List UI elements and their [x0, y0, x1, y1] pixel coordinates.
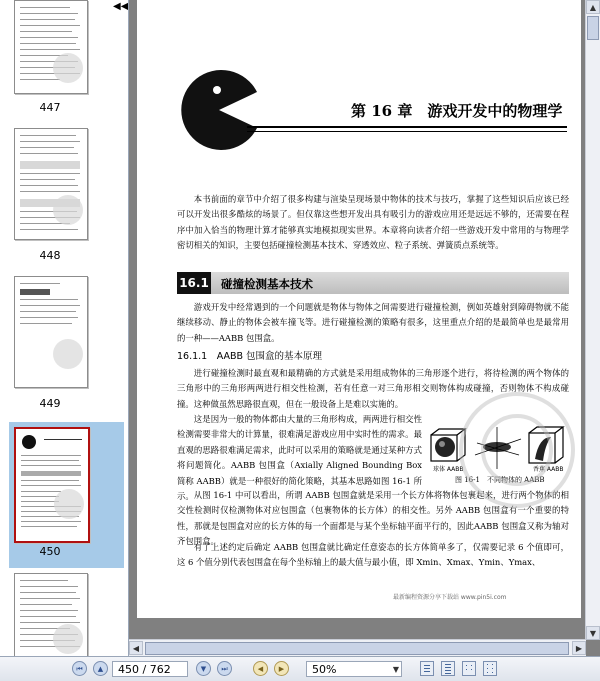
thumbnail-sidebar[interactable] — [0, 0, 129, 656]
scroll-up-icon[interactable]: ▲ — [586, 0, 600, 14]
document-page — [137, 0, 581, 618]
current-page: 450 — [118, 663, 139, 676]
chapter-title: 第 16 章 游戏开发中的物理学 — [351, 102, 563, 120]
body-paragraph: 这是因为一般的物体都由大量的三角形构成，两两进行相交性检测需要非常大的计算量，很难满足游戏应用中实时性的需求。最直观的思路很难满足需求，此时可以采用的策略就是通过某种方式将问题简化。AABB 包围盒（Axially Aligned Bounding Box 简称 AABB）就是一种很好的简化策略，其基本思路如图 16-1 所示。 — [177, 414, 422, 502]
vertical-scrollbar[interactable] — [585, 0, 600, 640]
page-number-field[interactable] — [112, 661, 188, 677]
watermark-stamp — [481, 414, 553, 486]
intro-paragraph: 本书前面的章节中介绍了很多构建与渲染呈现场景中物体的技术与技巧，掌握了这些知识后应该已经可以开发出很多酷炫的场景了。但仅靠这些想开发出具有吸引力的游戏应用还是远远不够的，还需要在程序中加入恰当的物理计算才能够真实地模拟现实世界。本章将向读者介绍一些游戏开发中常用的与物理学密切相关的知识，主要包括碰撞检测基本技术、穿透效应、粒子系统、弹簧质点系统等。 — [177, 194, 569, 251]
section-title: 碰撞检测基本技术 — [221, 277, 313, 291]
bottom-toolbar — [0, 656, 600, 681]
go-back-icon[interactable]: ◀ — [253, 661, 268, 676]
page-separator: / — [139, 663, 150, 676]
thumbnail-label: 448 — [39, 249, 61, 262]
chapter-rule — [247, 126, 567, 128]
subsection-title: 16.1.1 AABB 包围盒的基本原理 — [177, 351, 323, 362]
chevron-down-icon: ▼ — [392, 665, 399, 674]
figure-caption: 图 16-1 不同物体的 AABB — [455, 476, 545, 484]
zoom-select[interactable] — [306, 661, 402, 677]
thumbnail-label: 449 — [39, 397, 61, 410]
collapse-sidebar-icon[interactable]: ◀◀ — [113, 1, 129, 12]
continuous-view-icon[interactable] — [441, 661, 455, 676]
page-thumbnail-selected[interactable] — [14, 427, 90, 543]
page-thumbnail[interactable] — [14, 0, 88, 94]
thumbnail-label: 450 — [39, 545, 61, 558]
last-page-icon[interactable]: ⏭ — [217, 661, 232, 676]
page-thumbnail[interactable] — [14, 128, 88, 240]
document-viewer[interactable] — [129, 0, 600, 656]
figure-label: 球体 AABB — [433, 466, 464, 473]
horizontal-scroll-thumb[interactable] — [145, 642, 569, 655]
body-paragraph: 进行碰撞检测时最直观和最精确的方式就是采用组成物体的三角形逐个进行，将待检测的两个物体的三角形中的三角形两两进行相交性检测，若有任意一对三角形相交则物体构成碰撞，否则物体不构成碰撞。这种做虽然思路很直观，但在一般设备上是难以实施的。 — [177, 368, 569, 409]
body-paragraph: 有了上述约定后确定 AABB 包围盒就比确定任意姿态的长方体简单多了，仅需要记录 6 个值即可，这 6 个值分别代表包围盒在每个坐标轴上的最大值与最小值，即 Xmin、Xmax、Ymin、Ymax、 — [177, 542, 569, 568]
section-number: 16.1 — [177, 272, 211, 294]
next-page-icon[interactable]: ▼ — [196, 661, 211, 676]
body-paragraph: 从图 16-1 中可以看出，所谓 AABB 包围盒就是采用一个长方体将物体包裹起来，进行两个物体的相交性检测时仅检测物体对应包围盒（包裹物体的长方体）的相交性。另外 AABB 包围盒有一个重要的特性，那就是包围盒对应的长方体的每一个面都是与某个坐标轴平面平行的，因此AABB 包围盒又称为轴对齐包围盒。 — [177, 490, 569, 547]
vertical-scroll-thumb[interactable] — [587, 16, 599, 40]
total-pages: 762 — [149, 663, 171, 676]
continuous-facing-view-icon[interactable] — [483, 661, 497, 676]
page-thumbnail[interactable] — [14, 573, 88, 656]
page-footer: 最新编程资源分享下载站 www.pin5i.com — [393, 594, 507, 601]
section-paragraph: 游戏开发中经常遇到的一个问题就是物体与物体之间需要进行碰撞检测，例如英雄射到障碍物就不能继续移动、静止的物体会被车撞飞等。进行碰撞检测的策略有很多，这里重点介绍的是最简单也是最常用的一种——AABB 包围盒。 — [177, 302, 569, 343]
horizontal-scrollbar[interactable] — [129, 639, 586, 656]
go-forward-icon[interactable]: ▶ — [274, 661, 289, 676]
chapter-rule — [247, 131, 567, 132]
zoom-value: 50% — [312, 663, 337, 676]
chapter-logo-icon — [179, 70, 259, 150]
single-page-view-icon[interactable] — [420, 661, 434, 676]
scroll-left-icon[interactable]: ◀ — [129, 641, 143, 655]
thumbnail-label: 447 — [39, 101, 61, 114]
scroll-right-icon[interactable]: ▶ — [572, 641, 586, 655]
scroll-down-icon[interactable]: ▼ — [586, 626, 600, 640]
previous-page-icon[interactable]: ▲ — [93, 661, 108, 676]
facing-view-icon[interactable] — [462, 661, 476, 676]
figure-label: 香蕉 AABB — [533, 466, 564, 473]
first-page-icon[interactable]: ⏮ — [72, 661, 87, 676]
page-thumbnail[interactable] — [14, 276, 88, 388]
